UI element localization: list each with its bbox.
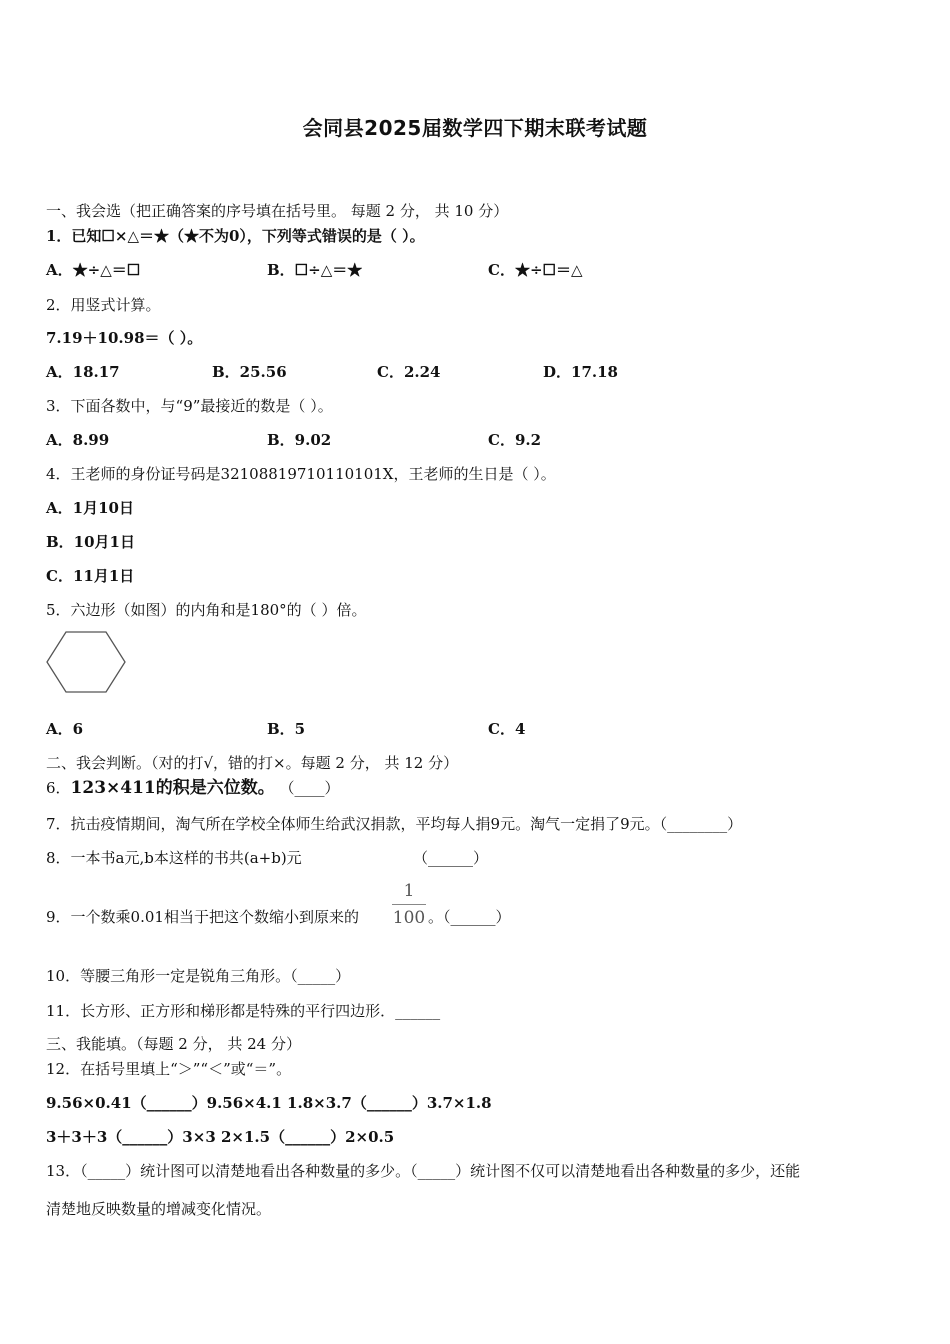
q8-text: 8．一本书a元,b本这样的书共(a+b)元 bbox=[46, 849, 302, 867]
q3-stem: 3．下面各数中，与“9”最接近的数是（ ）。 bbox=[46, 397, 333, 415]
q8-blank[interactable]: （______） bbox=[413, 849, 489, 867]
q13-line2: 清楚地反映数量的增减变化情况。 bbox=[46, 1200, 272, 1218]
q4-option-c: C．11月1日 bbox=[46, 567, 135, 585]
hexagon-figure bbox=[44, 630, 128, 694]
q1-option-a: A．★÷△＝☐ bbox=[46, 261, 141, 279]
section2-heading: 二、我会判断。（对的打√，错的打×。每题 2 分， 共 12 分） bbox=[46, 754, 459, 772]
q9-fraction-denominator: 100 bbox=[392, 908, 426, 928]
q11: 11．长方形、正方形和梯形都是特殊的平行四边形．______ bbox=[46, 1002, 441, 1020]
q12-stem: 12．在括号里填上“＞”“＜”或“＝”。 bbox=[46, 1060, 292, 1078]
q4-stem: 4．王老师的身份证号码是32108819710110101X，王老师的生日是（ ）。 bbox=[46, 465, 556, 483]
q12-row2: 3＋3＋3（______）3×3 2×1.5（______）2×0.5 bbox=[46, 1128, 395, 1146]
section3-heading: 三、我能填。（每题 2 分， 共 24 分） bbox=[46, 1035, 301, 1053]
q9-tail[interactable]: 。（______） bbox=[428, 908, 511, 926]
q13-line1: 13．（_____）统计图可以清楚地看出各种数量的多少。（_____）统计图不仅可以清楚地看出各种数量的多少，还能 bbox=[46, 1162, 801, 1180]
q2-option-c: C．2.24 bbox=[377, 363, 441, 381]
q3-option-c: C．9.2 bbox=[488, 431, 542, 449]
section1-heading: 一、我会选（把正确答案的序号填在括号里。 每题 2 分， 共 10 分） bbox=[46, 202, 509, 220]
q6-blank[interactable]: （____） bbox=[279, 779, 340, 797]
q7: 7．抗击疫情期间，淘气所在学校全体师生给武汉捐款，平均每人捐9元。淘气一定捐了9元。（________） bbox=[46, 815, 743, 833]
q5-stem: 5．六边形（如图）的内角和是180°的（ ）倍。 bbox=[46, 601, 367, 619]
q5-option-a: A．6 bbox=[46, 720, 84, 738]
page-title: 会同县2025届数学四下期末联考试题 bbox=[302, 116, 648, 140]
q5-option-b: B．5 bbox=[267, 720, 306, 738]
q6-number: 6． bbox=[46, 779, 71, 797]
q9-text: 9．一个数乘0.01相当于把这个数缩小到原来的 bbox=[46, 908, 359, 926]
q9-fraction-numerator: 1 bbox=[403, 881, 415, 901]
q2-expression: 7.19＋10.98＝（ ）。 bbox=[46, 329, 203, 347]
fraction-bar bbox=[392, 904, 426, 905]
q2-option-b: B．25.56 bbox=[212, 363, 287, 381]
q3-option-a: A．8.99 bbox=[46, 431, 110, 449]
q2-option-a: A．18.17 bbox=[46, 363, 120, 381]
q4-option-a: A．1月10日 bbox=[46, 499, 134, 517]
q6-text: 123×411的积是六位数。 bbox=[70, 778, 275, 798]
q2-stem: 2．用竖式计算。 bbox=[46, 296, 161, 314]
q3-option-b: B．9.02 bbox=[267, 431, 332, 449]
q2-option-d: D．17.18 bbox=[543, 363, 618, 381]
q1-option-c: C．★÷☐＝△ bbox=[488, 261, 583, 279]
q6 bbox=[46, 778, 340, 798]
q1-stem: 1．已知☐×△＝★（★不为0），下列等式错误的是（ ）。 bbox=[46, 227, 425, 245]
q12-row1: 9.56×0.41（______）9.56×4.1 1.8×3.7（______）3.7×1.8 bbox=[46, 1094, 492, 1112]
q4-option-b: B．10月1日 bbox=[46, 533, 135, 551]
q10: 10．等腰三角形一定是锐角三角形。（_____） bbox=[46, 967, 351, 985]
q5-option-c: C．4 bbox=[488, 720, 526, 738]
q9-fraction bbox=[392, 880, 426, 929]
q1-option-b: B．☐÷△＝★ bbox=[267, 261, 363, 279]
